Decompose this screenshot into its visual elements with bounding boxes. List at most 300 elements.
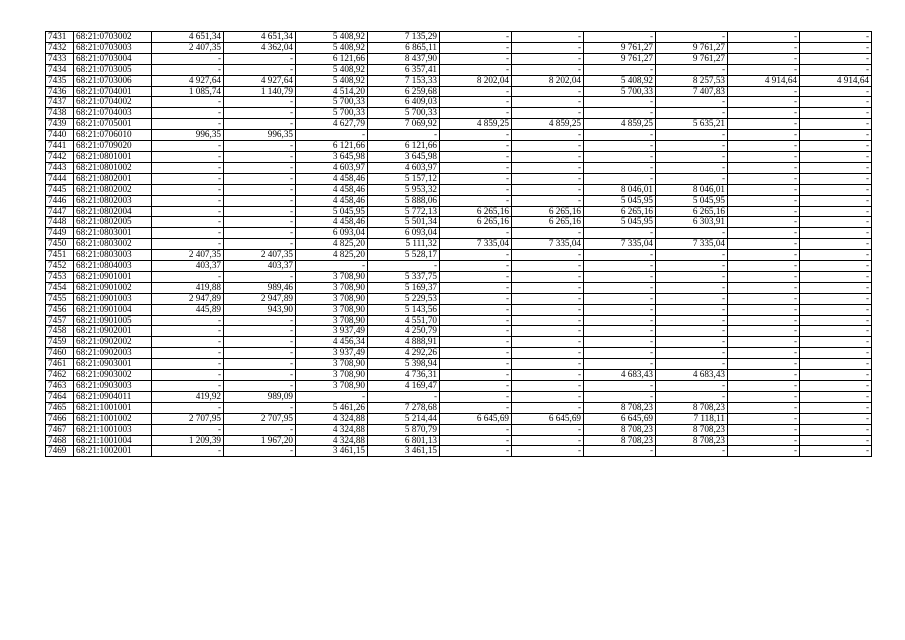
- value-cell: 5 772,13: [368, 206, 440, 217]
- row-index-cell: 7456: [46, 304, 74, 315]
- value-cell: 4 825,20: [296, 250, 368, 261]
- value-cell: -: [728, 293, 800, 304]
- value-cell: 6 303,91: [656, 217, 728, 228]
- cadastral-number-cell: 68:21:0704001: [74, 86, 152, 97]
- value-cell: -: [152, 53, 224, 64]
- cadastral-number-cell: 68:21:0703003: [74, 42, 152, 53]
- value-cell: 3 708,90: [296, 359, 368, 370]
- value-cell: -: [512, 282, 584, 293]
- row-index-cell: 7434: [46, 64, 74, 75]
- value-cell: -: [152, 402, 224, 413]
- value-cell: -: [584, 97, 656, 108]
- value-cell: -: [512, 304, 584, 315]
- value-cell: 3 708,90: [296, 315, 368, 326]
- value-cell: -: [152, 64, 224, 75]
- value-cell: -: [800, 195, 872, 206]
- value-cell: -: [656, 32, 728, 43]
- value-cell: -: [512, 228, 584, 239]
- value-cell: 4 458,46: [296, 184, 368, 195]
- value-cell: -: [728, 151, 800, 162]
- value-cell: 1 209,39: [152, 435, 224, 446]
- value-cell: 5 111,32: [368, 239, 440, 250]
- value-cell: 8 708,23: [656, 402, 728, 413]
- value-cell: -: [800, 261, 872, 272]
- value-cell: -: [800, 64, 872, 75]
- value-cell: -: [512, 435, 584, 446]
- value-cell: 9 761,27: [584, 53, 656, 64]
- table-row: [46, 413, 872, 424]
- value-cell: -: [512, 108, 584, 119]
- row-index-cell: 7444: [46, 173, 74, 184]
- value-cell: 6 265,16: [584, 206, 656, 217]
- value-cell: -: [800, 304, 872, 315]
- value-cell: -: [728, 97, 800, 108]
- table-row: [46, 250, 872, 261]
- value-cell: 403,37: [224, 261, 296, 272]
- value-cell: 4 456,34: [296, 337, 368, 348]
- value-cell: -: [728, 42, 800, 53]
- value-cell: -: [224, 239, 296, 250]
- value-cell: 6 259,68: [368, 86, 440, 97]
- table-row: [46, 348, 872, 359]
- value-cell: -: [224, 195, 296, 206]
- row-index-cell: 7439: [46, 119, 74, 130]
- value-cell: -: [656, 108, 728, 119]
- value-cell: -: [800, 108, 872, 119]
- table-row: [46, 119, 872, 130]
- table-row: [46, 64, 872, 75]
- value-cell: 4 458,46: [296, 173, 368, 184]
- value-cell: -: [800, 391, 872, 402]
- value-cell: -: [440, 108, 512, 119]
- value-cell: -: [152, 162, 224, 173]
- value-cell: 2 407,35: [152, 42, 224, 53]
- cadastral-number-cell: 68:21:0901005: [74, 315, 152, 326]
- table-row: [46, 228, 872, 239]
- value-cell: 4 914,64: [728, 75, 800, 86]
- table-row: [46, 32, 872, 43]
- data-table: [45, 31, 872, 457]
- value-cell: -: [728, 326, 800, 337]
- value-cell: 2 707,95: [152, 413, 224, 424]
- value-cell: -: [584, 271, 656, 282]
- table-row: [46, 53, 872, 64]
- cadastral-number-cell: 68:21:0703006: [74, 75, 152, 86]
- value-cell: 1 967,20: [224, 435, 296, 446]
- value-cell: -: [728, 315, 800, 326]
- value-cell: -: [440, 173, 512, 184]
- value-cell: 2 947,89: [152, 293, 224, 304]
- value-cell: -: [728, 446, 800, 457]
- table-row: [46, 261, 872, 272]
- value-cell: -: [512, 391, 584, 402]
- cadastral-number-cell: 68:21:0901003: [74, 293, 152, 304]
- cadastral-number-cell: 68:21:0704003: [74, 108, 152, 119]
- value-cell: 3 937,49: [296, 326, 368, 337]
- value-cell: -: [512, 261, 584, 272]
- value-cell: -: [440, 282, 512, 293]
- cadastral-number-cell: 68:21:0802001: [74, 173, 152, 184]
- value-cell: 5 337,75: [368, 271, 440, 282]
- value-cell: 5 953,32: [368, 184, 440, 195]
- value-cell: -: [800, 282, 872, 293]
- value-cell: 6 801,13: [368, 435, 440, 446]
- value-cell: -: [800, 32, 872, 43]
- value-cell: -: [368, 391, 440, 402]
- value-cell: -: [152, 359, 224, 370]
- value-cell: -: [152, 108, 224, 119]
- value-cell: -: [728, 119, 800, 130]
- value-cell: -: [440, 391, 512, 402]
- table-row: [46, 195, 872, 206]
- cadastral-number-cell: 68:21:0901002: [74, 282, 152, 293]
- row-index-cell: 7461: [46, 359, 74, 370]
- row-index-cell: 7445: [46, 184, 74, 195]
- value-cell: -: [800, 413, 872, 424]
- value-cell: 7 335,04: [584, 239, 656, 250]
- cadastral-number-cell: 68:21:0703004: [74, 53, 152, 64]
- value-cell: 4 683,43: [656, 370, 728, 381]
- value-cell: 419,88: [152, 282, 224, 293]
- value-cell: -: [656, 446, 728, 457]
- value-cell: 5 229,53: [368, 293, 440, 304]
- value-cell: -: [440, 250, 512, 261]
- value-cell: 4 458,46: [296, 217, 368, 228]
- value-cell: -: [584, 228, 656, 239]
- cadastral-number-cell: 68:21:0903001: [74, 359, 152, 370]
- value-cell: -: [656, 359, 728, 370]
- value-cell: -: [728, 130, 800, 141]
- cadastral-number-cell: 68:21:0705001: [74, 119, 152, 130]
- value-cell: -: [728, 206, 800, 217]
- value-cell: -: [800, 217, 872, 228]
- cadastral-number-cell: 68:21:1001004: [74, 435, 152, 446]
- value-cell: -: [224, 228, 296, 239]
- row-index-cell: 7450: [46, 239, 74, 250]
- value-cell: 8 708,23: [584, 424, 656, 435]
- value-cell: -: [152, 141, 224, 152]
- value-cell: -: [512, 53, 584, 64]
- value-cell: 7 069,92: [368, 119, 440, 130]
- value-cell: 8 708,23: [656, 424, 728, 435]
- value-cell: -: [512, 141, 584, 152]
- row-index-cell: 7467: [46, 424, 74, 435]
- value-cell: 3 708,90: [296, 271, 368, 282]
- value-cell: 6 357,41: [368, 64, 440, 75]
- value-cell: -: [152, 97, 224, 108]
- value-cell: -: [440, 271, 512, 282]
- value-cell: -: [440, 184, 512, 195]
- row-index-cell: 7437: [46, 97, 74, 108]
- value-cell: -: [800, 97, 872, 108]
- value-cell: -: [656, 271, 728, 282]
- value-cell: -: [800, 424, 872, 435]
- table-row: [46, 239, 872, 250]
- value-cell: -: [584, 304, 656, 315]
- cadastral-number-cell: 68:21:0902003: [74, 348, 152, 359]
- value-cell: -: [728, 228, 800, 239]
- table-row: [46, 108, 872, 119]
- value-cell: -: [800, 359, 872, 370]
- value-cell: 4 551,70: [368, 315, 440, 326]
- value-cell: 7 335,04: [512, 239, 584, 250]
- row-index-cell: 7433: [46, 53, 74, 64]
- value-cell: -: [440, 32, 512, 43]
- value-cell: -: [728, 282, 800, 293]
- value-cell: -: [512, 315, 584, 326]
- value-cell: -: [584, 337, 656, 348]
- value-cell: -: [152, 271, 224, 282]
- value-cell: -: [584, 250, 656, 261]
- value-cell: -: [440, 141, 512, 152]
- value-cell: -: [800, 151, 872, 162]
- value-cell: 4 736,31: [368, 370, 440, 381]
- value-cell: -: [368, 130, 440, 141]
- value-cell: -: [224, 206, 296, 217]
- value-cell: -: [584, 293, 656, 304]
- value-cell: -: [440, 326, 512, 337]
- row-index-cell: 7457: [46, 315, 74, 326]
- value-cell: -: [152, 173, 224, 184]
- cadastral-number-cell: 68:21:0803001: [74, 228, 152, 239]
- value-cell: 6 645,69: [584, 413, 656, 424]
- value-cell: -: [656, 173, 728, 184]
- value-cell: 5 408,92: [296, 32, 368, 43]
- value-cell: -: [728, 359, 800, 370]
- value-cell: -: [512, 162, 584, 173]
- value-cell: -: [584, 141, 656, 152]
- value-cell: 3 708,90: [296, 304, 368, 315]
- value-cell: -: [224, 119, 296, 130]
- cadastral-number-cell: 68:21:1002001: [74, 446, 152, 457]
- value-cell: 4 458,46: [296, 195, 368, 206]
- value-cell: -: [512, 326, 584, 337]
- value-cell: -: [224, 446, 296, 457]
- value-cell: -: [440, 381, 512, 392]
- value-cell: -: [800, 239, 872, 250]
- value-cell: 445,89: [152, 304, 224, 315]
- value-cell: -: [656, 391, 728, 402]
- value-cell: -: [800, 271, 872, 282]
- value-cell: -: [224, 381, 296, 392]
- value-cell: -: [728, 435, 800, 446]
- value-cell: -: [656, 162, 728, 173]
- value-cell: 8 257,53: [656, 75, 728, 86]
- value-cell: 5 408,92: [296, 64, 368, 75]
- row-index-cell: 7432: [46, 42, 74, 53]
- value-cell: 4 927,64: [224, 75, 296, 86]
- value-cell: -: [152, 315, 224, 326]
- row-index-cell: 7441: [46, 141, 74, 152]
- value-cell: -: [440, 130, 512, 141]
- value-cell: -: [584, 359, 656, 370]
- value-cell: 7 153,33: [368, 75, 440, 86]
- value-cell: 4 324,88: [296, 424, 368, 435]
- value-cell: -: [584, 261, 656, 272]
- value-cell: 6 093,04: [296, 228, 368, 239]
- value-cell: -: [584, 108, 656, 119]
- value-cell: 7 335,04: [656, 239, 728, 250]
- value-cell: 6 093,04: [368, 228, 440, 239]
- row-index-cell: 7460: [46, 348, 74, 359]
- value-cell: 8 202,04: [512, 75, 584, 86]
- value-cell: 5 045,95: [296, 206, 368, 217]
- cadastral-number-cell: 68:21:1001001: [74, 402, 152, 413]
- value-cell: -: [224, 217, 296, 228]
- value-cell: 7 118,11: [656, 413, 728, 424]
- value-cell: -: [800, 381, 872, 392]
- value-cell: -: [728, 304, 800, 315]
- value-cell: -: [224, 337, 296, 348]
- table-row: [46, 271, 872, 282]
- value-cell: -: [728, 381, 800, 392]
- row-index-cell: 7438: [46, 108, 74, 119]
- value-cell: -: [584, 64, 656, 75]
- value-cell: -: [728, 271, 800, 282]
- value-cell: 6 645,69: [440, 413, 512, 424]
- table-row: [46, 370, 872, 381]
- cadastral-number-cell: 68:21:0709020: [74, 141, 152, 152]
- value-cell: -: [728, 141, 800, 152]
- value-cell: -: [728, 250, 800, 261]
- value-cell: -: [656, 64, 728, 75]
- value-cell: -: [152, 239, 224, 250]
- table-row: [46, 184, 872, 195]
- value-cell: 6 265,16: [440, 206, 512, 217]
- value-cell: -: [656, 261, 728, 272]
- value-cell: 1 140,79: [224, 86, 296, 97]
- value-cell: 6 265,16: [440, 217, 512, 228]
- value-cell: -: [152, 217, 224, 228]
- value-cell: 8 708,23: [584, 435, 656, 446]
- value-cell: -: [440, 293, 512, 304]
- value-cell: 5 143,56: [368, 304, 440, 315]
- table-row: [46, 151, 872, 162]
- table-row: [46, 402, 872, 413]
- value-cell: -: [800, 173, 872, 184]
- value-cell: -: [440, 162, 512, 173]
- value-cell: 6 265,16: [512, 206, 584, 217]
- value-cell: -: [440, 446, 512, 457]
- table-row: [46, 315, 872, 326]
- cadastral-number-cell: 68:21:0801001: [74, 151, 152, 162]
- value-cell: -: [440, 359, 512, 370]
- value-cell: -: [440, 151, 512, 162]
- row-index-cell: 7453: [46, 271, 74, 282]
- value-cell: 4 651,34: [224, 32, 296, 43]
- value-cell: -: [512, 293, 584, 304]
- value-cell: -: [800, 293, 872, 304]
- value-cell: -: [440, 195, 512, 206]
- value-cell: 3 645,98: [296, 151, 368, 162]
- cadastral-number-cell: 68:21:0802002: [74, 184, 152, 195]
- value-cell: 4 362,04: [224, 42, 296, 53]
- value-cell: 5 045,95: [584, 217, 656, 228]
- value-cell: 4 859,25: [440, 119, 512, 130]
- value-cell: 5 528,17: [368, 250, 440, 261]
- value-cell: -: [800, 206, 872, 217]
- value-cell: -: [224, 370, 296, 381]
- value-cell: -: [512, 184, 584, 195]
- value-cell: 8 046,01: [656, 184, 728, 195]
- row-index-cell: 7446: [46, 195, 74, 206]
- value-cell: -: [584, 32, 656, 43]
- value-cell: -: [656, 293, 728, 304]
- value-cell: -: [224, 141, 296, 152]
- cadastral-number-cell: 68:21:0903002: [74, 370, 152, 381]
- value-cell: 3 708,90: [296, 370, 368, 381]
- value-cell: -: [728, 348, 800, 359]
- value-cell: -: [800, 86, 872, 97]
- value-cell: -: [800, 184, 872, 195]
- value-cell: -: [368, 261, 440, 272]
- value-cell: 4 324,88: [296, 435, 368, 446]
- value-cell: -: [512, 370, 584, 381]
- value-cell: -: [800, 53, 872, 64]
- value-cell: -: [728, 53, 800, 64]
- value-cell: 7 335,04: [440, 239, 512, 250]
- value-cell: -: [440, 348, 512, 359]
- value-cell: -: [440, 86, 512, 97]
- value-cell: -: [728, 370, 800, 381]
- value-cell: -: [800, 162, 872, 173]
- value-cell: 419,92: [152, 391, 224, 402]
- value-cell: -: [512, 381, 584, 392]
- value-cell: -: [584, 173, 656, 184]
- value-cell: 8 708,23: [584, 402, 656, 413]
- value-cell: -: [152, 206, 224, 217]
- value-cell: 7 278,68: [368, 402, 440, 413]
- value-cell: -: [224, 162, 296, 173]
- value-cell: 996,35: [224, 130, 296, 141]
- table-row: [46, 42, 872, 53]
- value-cell: 3 461,15: [296, 446, 368, 457]
- table-row: [46, 206, 872, 217]
- table-row: [46, 424, 872, 435]
- value-cell: -: [584, 348, 656, 359]
- value-cell: -: [512, 250, 584, 261]
- value-cell: 3 937,49: [296, 348, 368, 359]
- value-cell: -: [800, 337, 872, 348]
- value-cell: -: [728, 162, 800, 173]
- value-cell: -: [512, 424, 584, 435]
- value-cell: -: [584, 151, 656, 162]
- value-cell: -: [728, 337, 800, 348]
- value-cell: -: [800, 348, 872, 359]
- value-cell: -: [152, 370, 224, 381]
- value-cell: -: [728, 108, 800, 119]
- value-cell: -: [512, 359, 584, 370]
- value-cell: -: [152, 195, 224, 206]
- row-index-cell: 7447: [46, 206, 74, 217]
- value-cell: -: [800, 141, 872, 152]
- value-cell: -: [224, 64, 296, 75]
- row-index-cell: 7454: [46, 282, 74, 293]
- value-cell: 5 045,95: [656, 195, 728, 206]
- value-cell: -: [440, 424, 512, 435]
- value-cell: -: [656, 250, 728, 261]
- value-cell: -: [728, 32, 800, 43]
- value-cell: -: [800, 250, 872, 261]
- value-cell: -: [512, 337, 584, 348]
- cadastral-number-cell: 68:21:0803002: [74, 239, 152, 250]
- value-cell: -: [728, 184, 800, 195]
- cadastral-number-cell: 68:21:0703002: [74, 32, 152, 43]
- cadastral-number-cell: 68:21:0904011: [74, 391, 152, 402]
- cadastral-number-cell: 68:21:0902002: [74, 337, 152, 348]
- value-cell: 3 708,90: [296, 381, 368, 392]
- row-index-cell: 7443: [46, 162, 74, 173]
